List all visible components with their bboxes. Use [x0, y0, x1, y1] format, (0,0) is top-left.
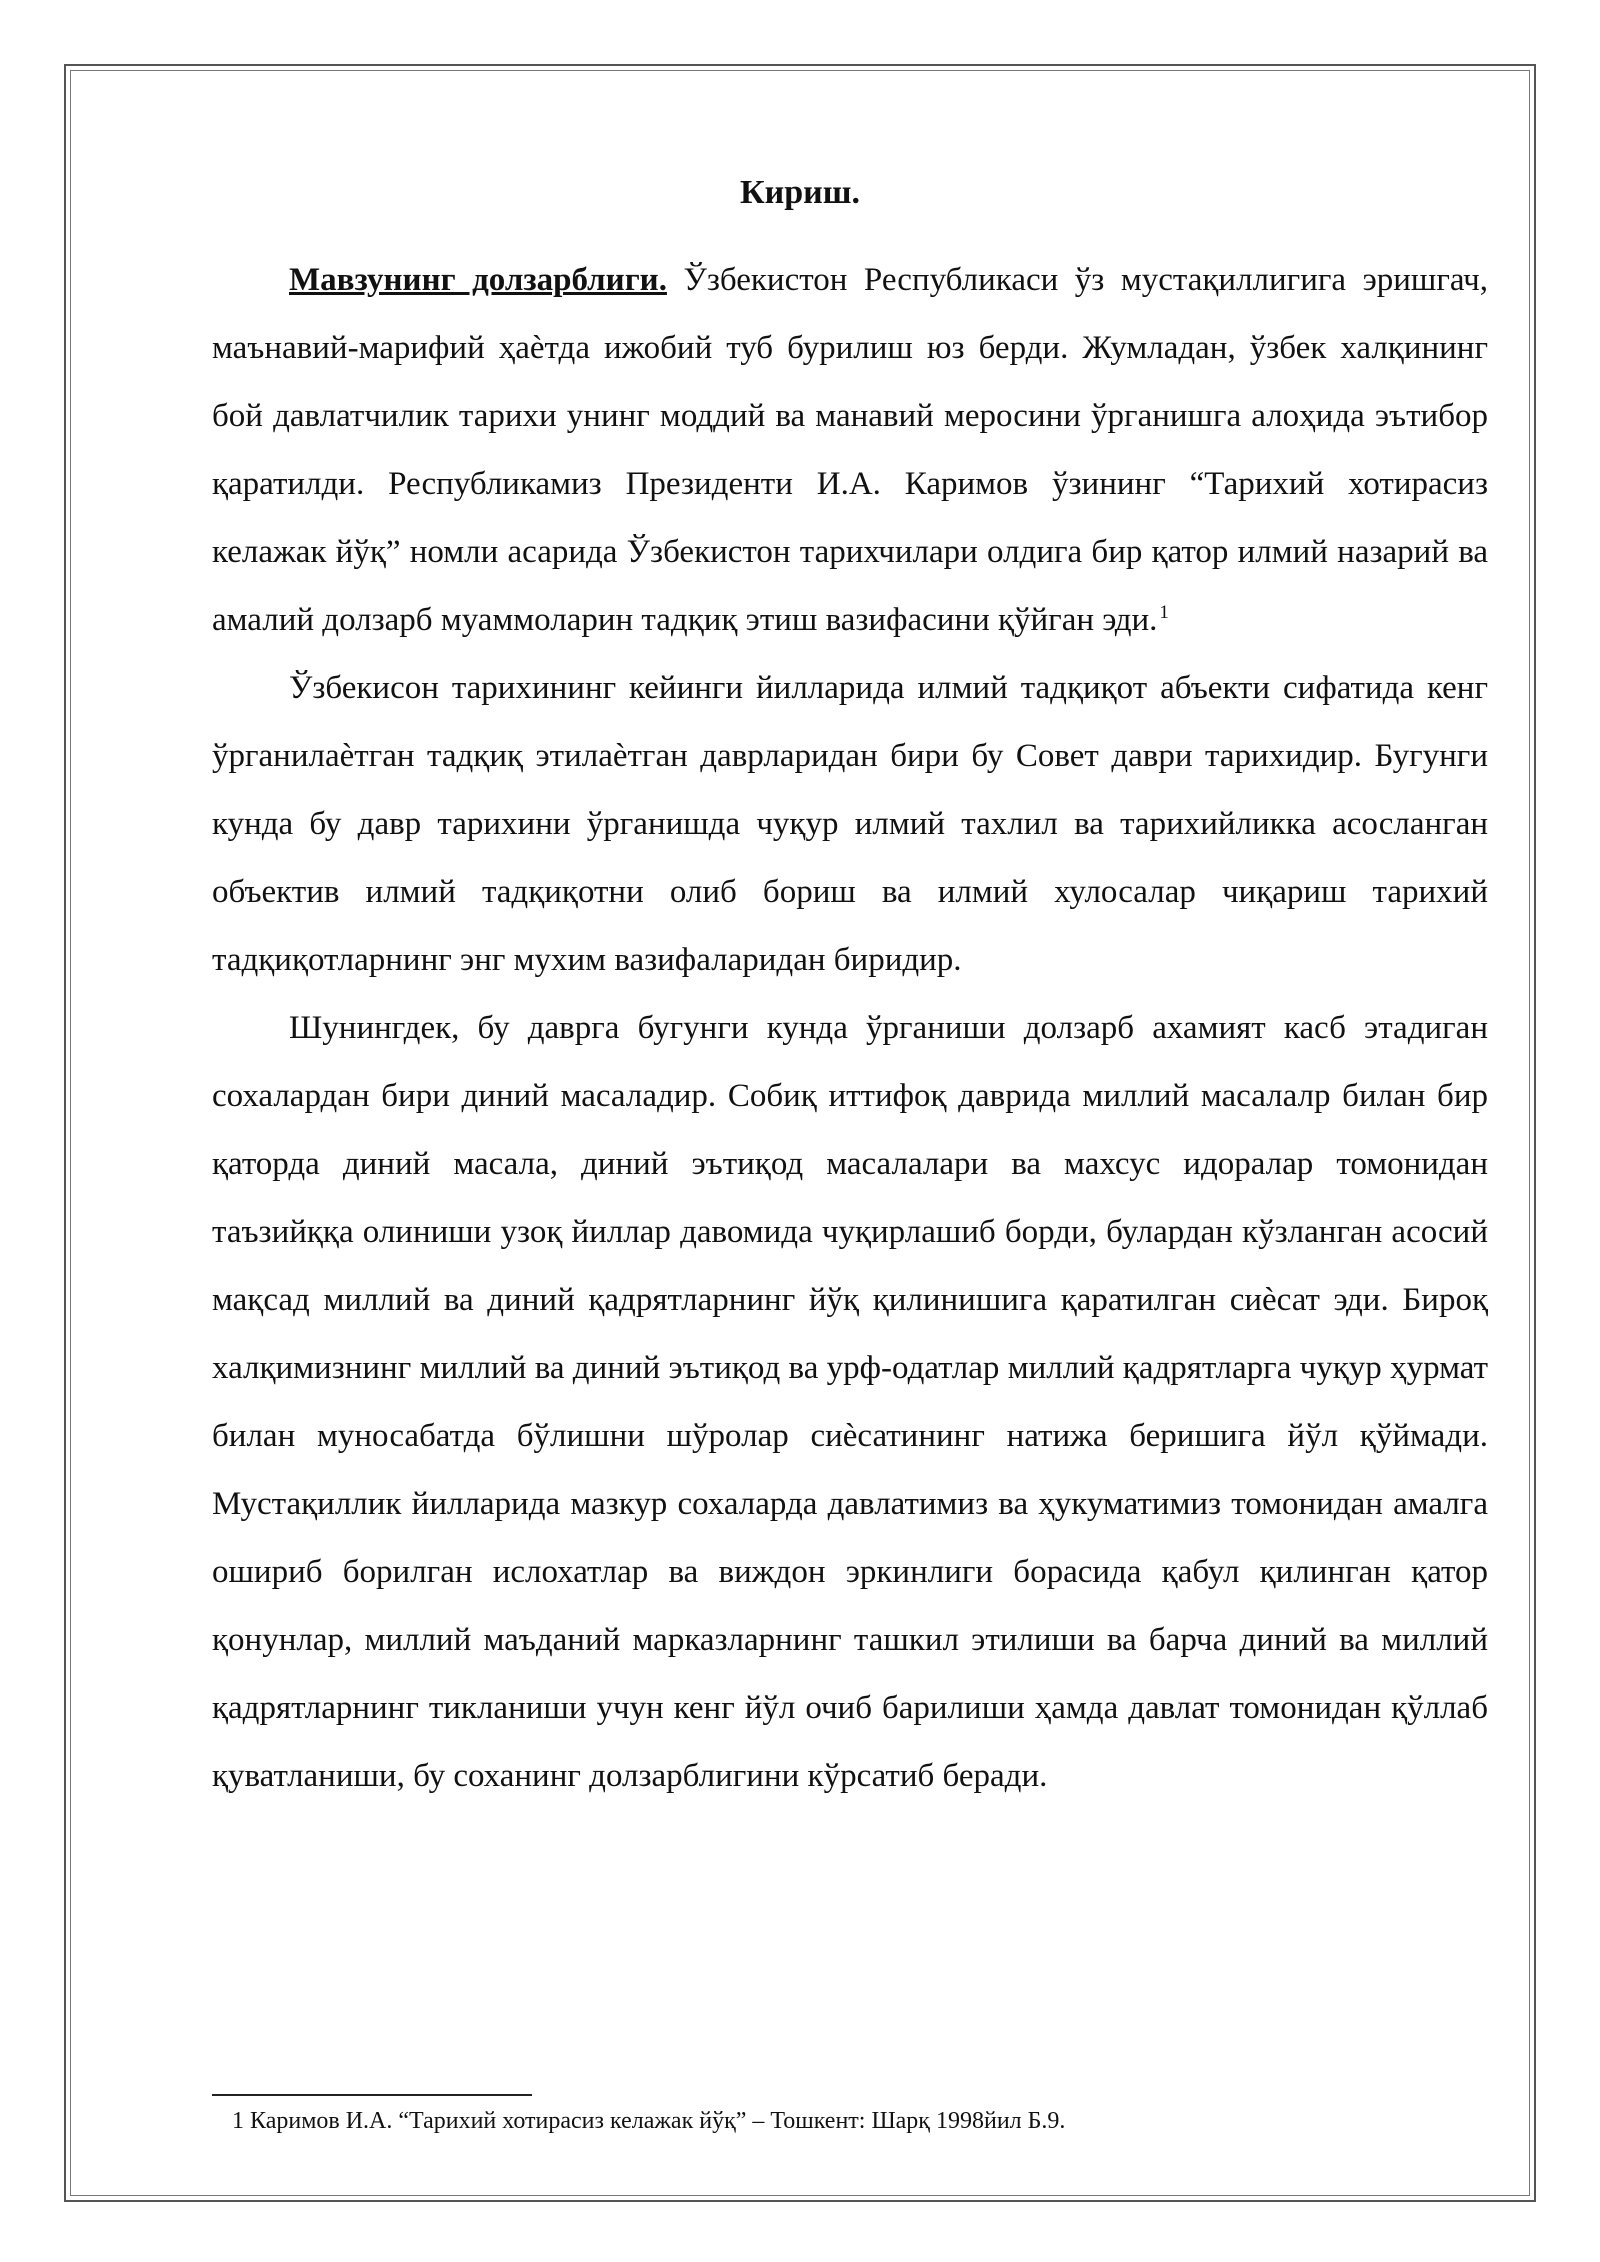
paragraph-relevance [212, 246, 1488, 654]
page-title: Кириш. [740, 174, 860, 211]
footnote: 1 Каримов И.А. “Тарихий хотирасиз келажак йўқ” – Тошкент: Шарқ 1998йил Б.9. [232, 2108, 1066, 2134]
paragraph-soviet-period [212, 654, 1488, 994]
paragraph-text: Шунингдек, бу даврга бугунги кунда ўрганиши долзарб ахамият касб этадиган сохалардан бири диний масаладир. Собиқ иттифоқ даврида миллий масалалр билан бир қаторда диний масала, диний эътиқод масалалари ва махсус идоралар томонидан таъзийққа олиниши узоқ йиллар давомида чуқирлашиб борди, булардан кўзланган асосий мақсад миллий ва диний қадрятларнинг йўқ қилинишига қаратилган сиѐсат эди. Бироқ халқимизнинг миллий ва диний эътиқод ва урф-одатлар миллий қадрятларга чуқур ҳурмат билан муносабатда бўлишни шўролар сиѐсатининг натижа беришига йўл қўймади. Мустақиллик йилларида мазкур сохаларда давлатимиз ва ҳукуматимиз томонидан амалга ошириб борилган ислохатлар ва виждон эркинлиги борасида қабул қилинган қатор қонунлар, миллий маъданий марказларнинг ташкил этилиши ва барча диний ва миллий қадрятларнинг тикланиши учун кенг йўл очиб барилиши ҳамда давлат томонидан қўллаб қуватланиши, бу соханинг долзарблигини кўрсатиб беради. [212, 1010, 1488, 1794]
paragraph-text: Ўзбекисон тарихининг кейинги йилларида илмий тадқиқот абъекти сифатида кенг ўрганилаѐтган тадқиқ этилаѐтган даврларидан бири бу Совет даври тарихидир. Бугунги кунда бу давр тарихини ўрганишда чуқур илмий тахлил ва тарихийликка асосланган объектив илмий тадқиқотни олиб бориш ва илмий хулосалар чиқариш тарихий тадқиқотларнинг энг мухим вазифаларидан биридир. [212, 670, 1488, 978]
document-body [212, 246, 1488, 1810]
footnote-separator [212, 2094, 532, 2096]
paragraph-text: Ўзбекистон Республикаси ўз мустақиллигига эришгач, маънавий-марифий ҳаѐтда ижобий туб бурилиш юз берди. Жумладан, ўзбек халқининг бой давлатчилик тарихи унинг моддий ва манавий меросини ўрганишга алоҳида эътибор қаратилди. Республикамиз Президенти И.А. Каримов ўзининг “Тарихий хотирасиз келажак йўқ” номли асарида Ўзбекистон тарихчилари олдига бир қатор илмий назарий ва амалий долзарб муаммоларин тадқиқ этиш вазифасини қўйган эди. [212, 262, 1489, 638]
paragraph-religion [212, 994, 1488, 1810]
footnote-reference[interactable]: 1 [1159, 602, 1169, 623]
section-heading-relevance: Мавзунинг долзарблиги. [289, 262, 667, 298]
